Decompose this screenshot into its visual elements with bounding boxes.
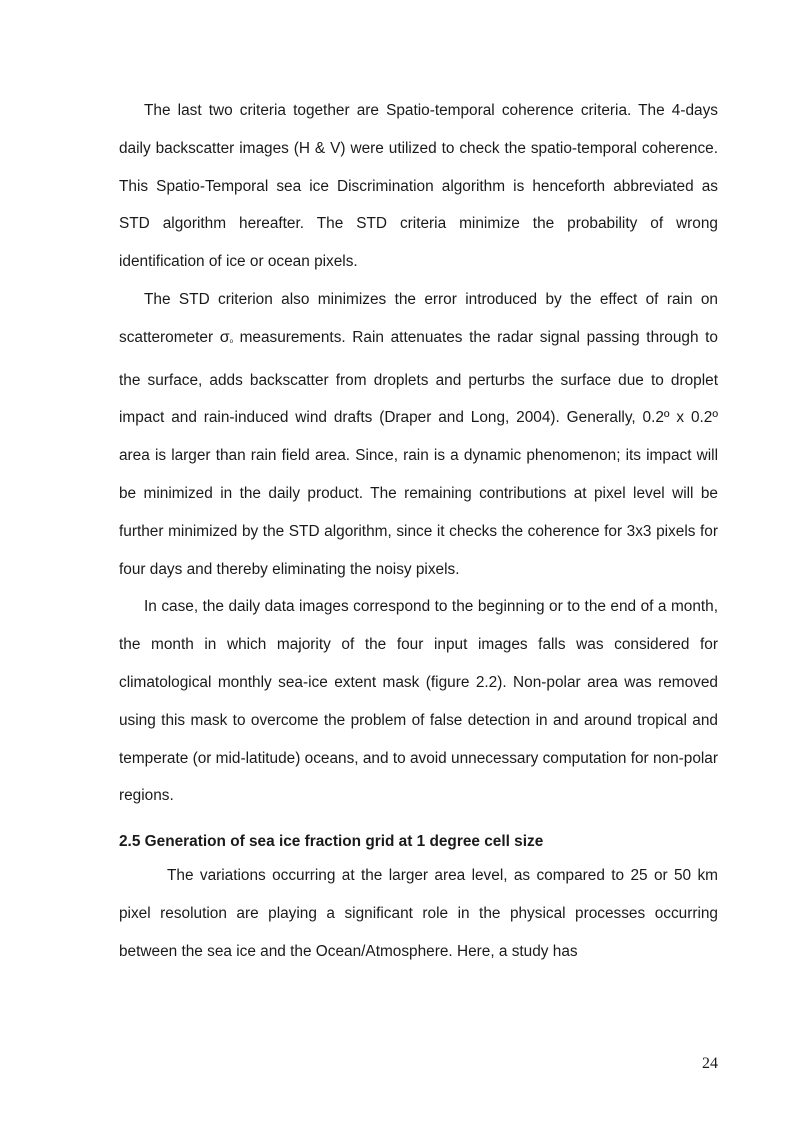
paragraph-rain-error-text-end: measurements. Rain attenuates the radar signal passing through to the surface, adds backscatter from droplets and perturbs the surface due to droplet impact and rain-induced wind drafts (Draper and Long, 2004). Generally, 0.2º x 0.2º area is larger than rain field area. Since, rain is a dynamic phenomenon; its impact will be minimized in the daily product. The remaining contributions at pixel level will be further minimized by the STD algorithm, since it checks the coherence for 3x3 pixels for four days and thereby eliminating the noisy pixels.	[119, 328, 718, 578]
paragraph-monthly-mask: In case, the daily data images correspond to the beginning or to the end of a month, the month in which majority of the four input images falls was considered for climatological monthly sea-ice extent mask (figure 2.2). Non-polar area was removed using this mask to overcome the problem of false detection in and around tropical and temperate (or mid-latitude) oceans, and to avoid unnecessary computation for non-polar regions.	[119, 598, 718, 805]
section-heading: 2.5 Generation of sea ice fraction grid at 1 degree cell size	[119, 833, 544, 851]
page-number: 24	[702, 1055, 718, 1072]
paragraph-rain-error-text-start: The STD criterion also minimizes the error introduced by the effect of rain on scatterometer	[119, 290, 718, 346]
sigma-subscript: o	[229, 338, 233, 345]
paragraph-rain-error	[119, 281, 718, 588]
document-page	[119, 92, 718, 971]
sigma-symbol: σ	[219, 328, 230, 346]
paragraph-spatio-temporal-criteria: The last two criteria together are Spatio-temporal coherence criteria. The 4-days daily backscatter images (H & V) were utilized to check the spatio-temporal coherence. This Spatio-Temporal sea ice Discrimination algorithm is henceforth abbreviated as STD algorithm hereafter. The STD criteria minimize the probability of wrong identification of ice or ocean pixels.	[119, 102, 718, 271]
paragraph-sea-ice-fraction: The variations occurring at the larger area level, as compared to 25 or 50 km pixel resolution are playing a significant role in the physical processes occurring between the sea ice and the Ocean/Atmosphere. Here, a study has	[119, 867, 718, 960]
